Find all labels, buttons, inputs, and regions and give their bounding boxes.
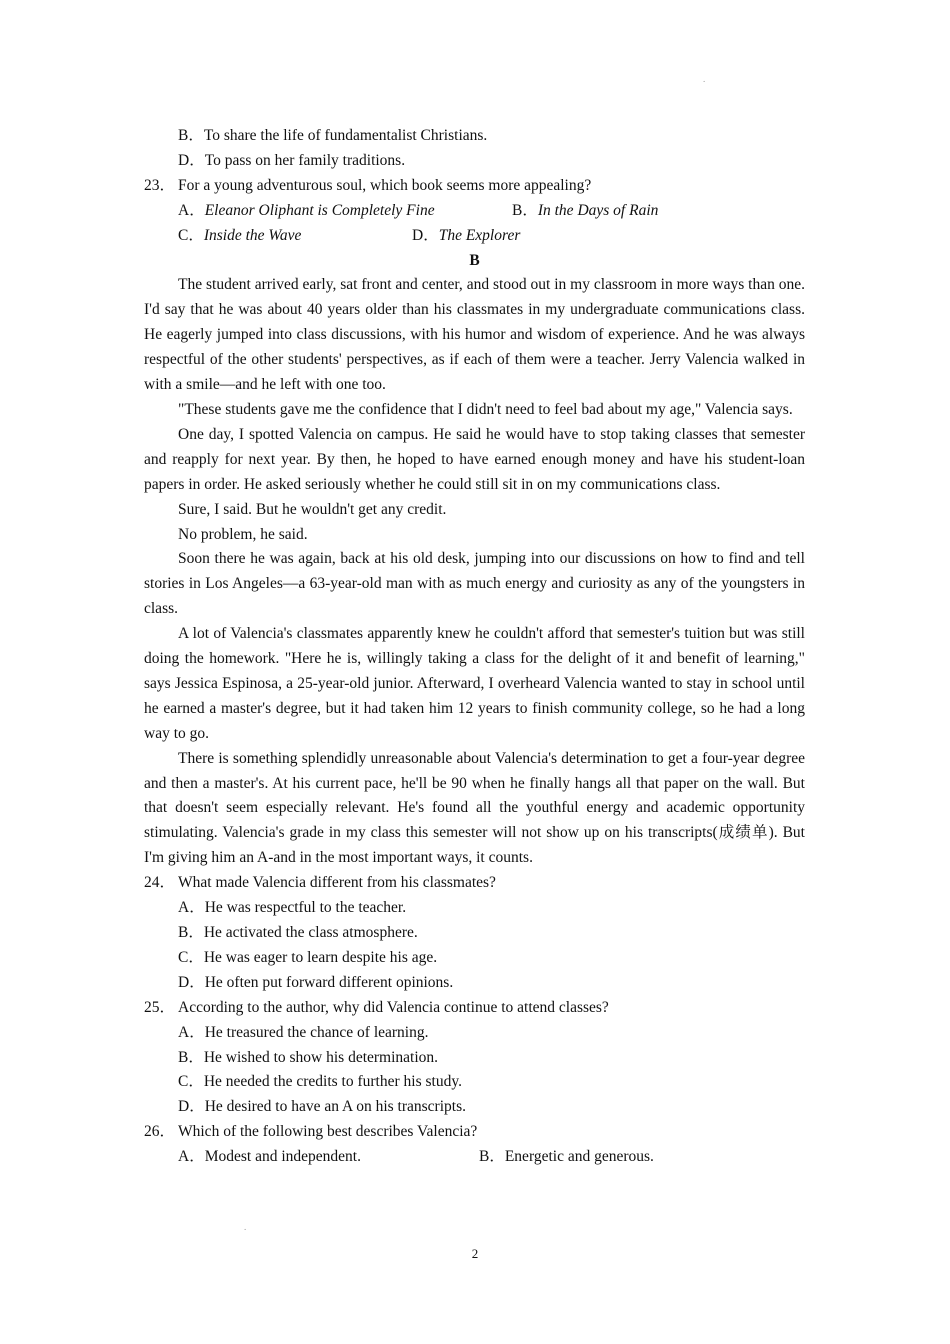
option-a: A．Modest and independent.	[178, 1148, 361, 1166]
option-b: B．In the Days of Rain	[512, 201, 659, 219]
option-d: D．He desired to have an A on his transcripts.	[178, 1098, 466, 1116]
passage-paragraph: Sure, I said. But he wouldn't get any credit.	[178, 500, 447, 518]
option-a: A．He treasured the chance of learning.	[178, 1023, 429, 1041]
option-c: C．He needed the credits to further his study.	[178, 1073, 462, 1091]
option-a: A．He was respectful to the teacher.	[178, 899, 407, 917]
option-row	[144, 1145, 805, 1170]
option-c: C．Inside the Wave	[178, 226, 302, 244]
passage-paragraph: A lot of Valencia's classmates apparently knew he couldn't afford that semester's tuition but was still doing the homework. "Here he is, willingly taking a class for the delight of it and benefit of learning," says Jessica Espinosa, a 25-year-old junior. Afterward, I overheard Valencia wanted to stay in school until he earned a master's degree, but it had taken him 12 years to finish community college, so he had a long way to go.	[144, 625, 805, 742]
option-b: B．He wished to show his determination.	[178, 1048, 439, 1066]
question-24: 24． What made Valencia different from his classmates?	[144, 874, 496, 892]
option-b: B．To share the life of fundamentalist Christians.	[178, 127, 488, 144]
option-d: D．To pass on her family traditions.	[178, 151, 406, 169]
passage-paragraph: No problem, he said.	[178, 525, 308, 543]
option-a: A．Eleanor Oliphant is Completely Fine	[178, 201, 435, 219]
passage-paragraph: There is something splendidly unreasonable about Valencia's determination to get a four-year degree and then a master's. At his current pace, he'll be 90 when he finally hangs all that paper on the wall. But that doesn't seem especially relevant. He's found all the youthful energy and academic opportunity stimulating. Valencia's grade in my class this semester will not show up on his transcripts(成绩单). But I'm giving him an A-and in the most important ways, it counts.	[144, 749, 805, 867]
option-b: B．Energetic and generous.	[479, 1148, 654, 1166]
question-25: 25． According to the author, why did Valencia continue to attend classes?	[144, 998, 609, 1016]
stray-mark: .	[244, 1222, 247, 1232]
passage-paragraph: One day, I spotted Valencia on campus. He said he would have to stop taking classes that semester and reapply for next year. By then, he hoped to have earned enough money and have his student-loan papers in order. He asked seriously whether he could still sit in on my communications class.	[144, 425, 805, 493]
question-23: 23． For a young adventurous soul, which book seems more appealing?	[144, 176, 592, 194]
question-26: 26． Which of the following best describes Valencia?	[144, 1123, 478, 1141]
option-b: B．He activated the class atmosphere.	[178, 924, 418, 941]
passage-paragraph: Soon there he was again, back at his old desk, jumping into our discussions on how to find and tell stories in Los Angeles—a 63-year-old man with as much energy and curiosity as any of the youngsters in class.	[144, 550, 805, 618]
option-d: D．He often put forward different opinions.	[178, 973, 454, 991]
passage-paragraph: "These students gave me the confidence that I didn't need to feel bad about my age," Valencia says.	[178, 400, 793, 418]
option-c: C．He was eager to learn despite his age.	[178, 948, 438, 966]
option-row	[144, 199, 805, 224]
exam-page	[144, 124, 805, 1170]
page-number: 2	[471, 1246, 479, 1261]
option-row	[144, 224, 805, 249]
option-d: D．The Explorer	[412, 226, 521, 244]
passage-paragraph: The student arrived early, sat front and center, and stood out in my classroom in more ways than one. I'd say that he was about 40 years older than his classmates in my undergraduate communications class. He eagerly jumped into class discussions, with his humor and wisdom of experience. And he was always respectful of the other students' perspectives, as if each of them were a teacher. Jerry Valencia walked in with a smile—and he left with one too.	[144, 276, 805, 394]
stray-mark: .	[703, 74, 706, 84]
section-label: B	[469, 251, 480, 269]
